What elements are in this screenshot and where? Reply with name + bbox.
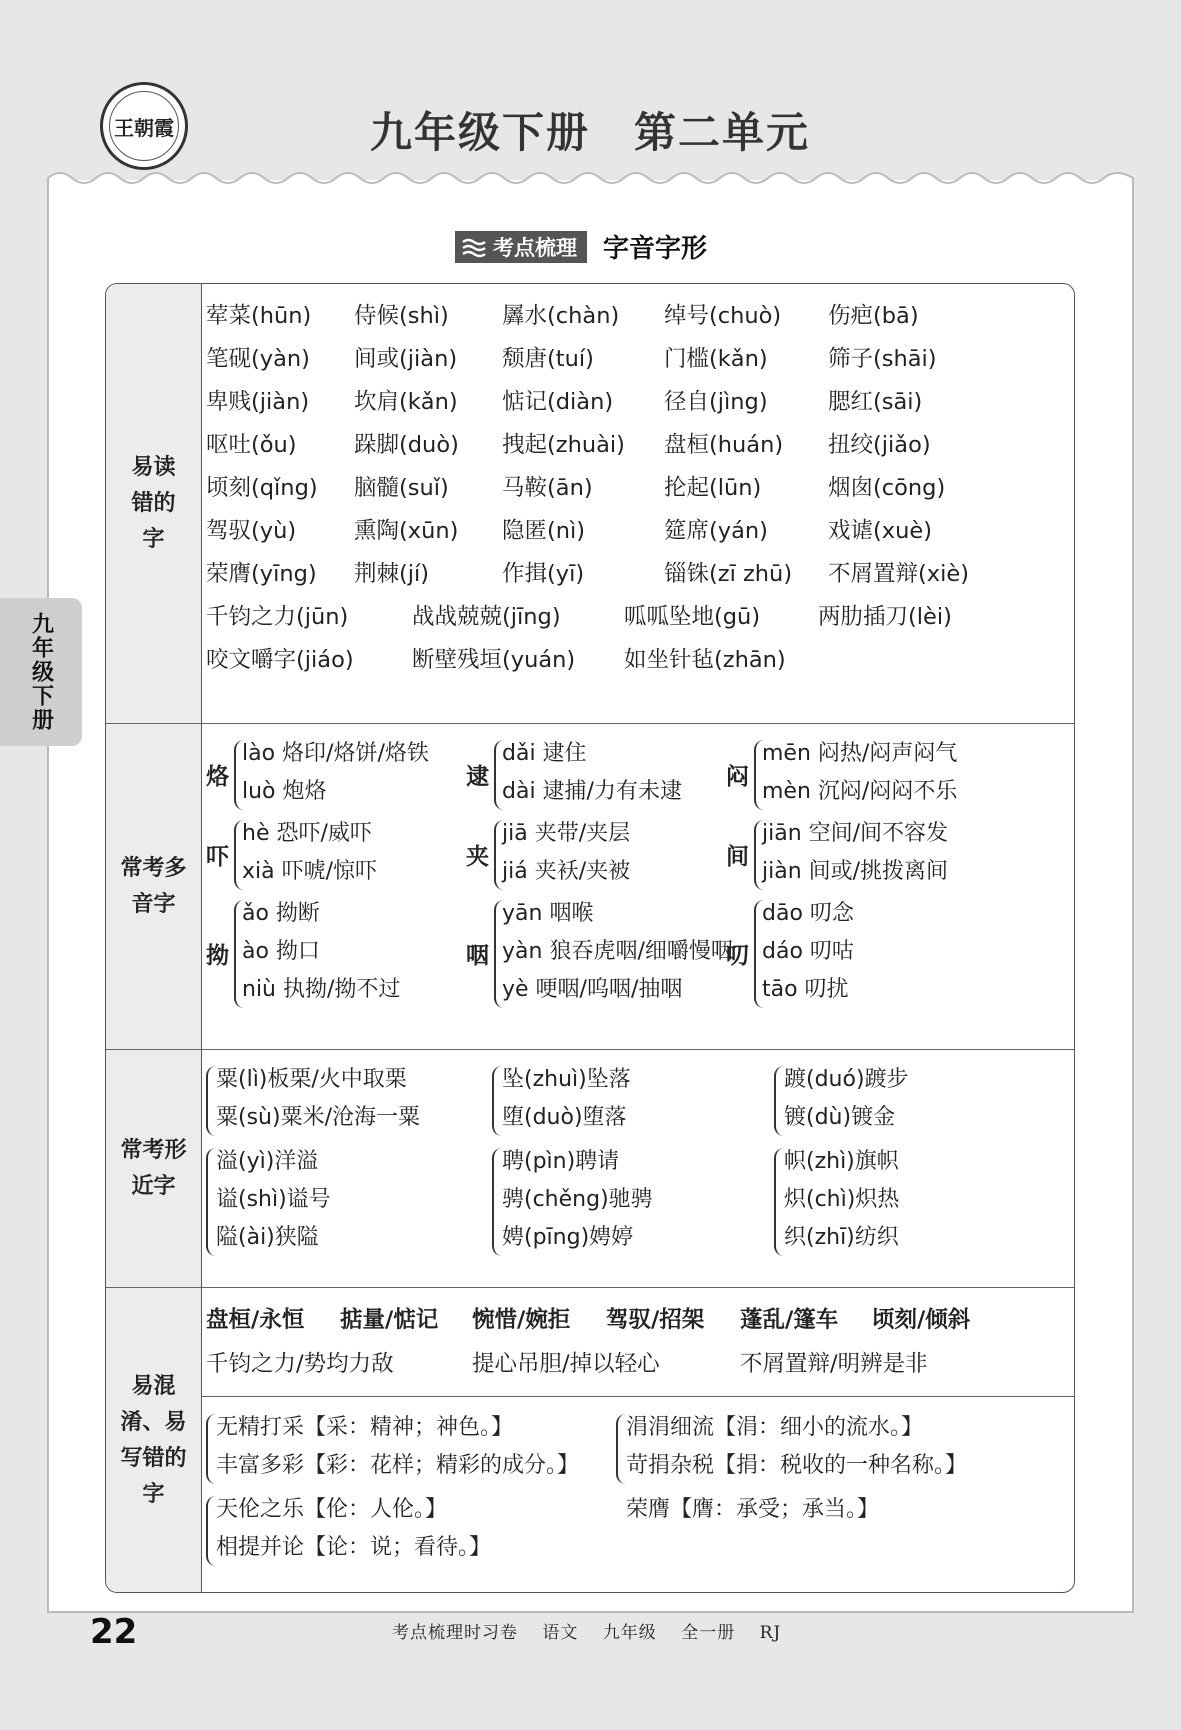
polyphone-reading: ào 拗口 (242, 939, 320, 964)
word-item: 作揖(yī) (502, 561, 585, 587)
word-item: 脑髓(suǐ) (354, 475, 449, 501)
word-item: 戏谑(xuè) (828, 518, 932, 544)
footer-book: 考点梳理时习卷 (392, 1623, 518, 1643)
word-item: 烟囱(cōng) (828, 475, 946, 501)
word-item: 腮红(sāi) (828, 389, 923, 415)
word-item: 抡起(lūn) (664, 475, 762, 501)
brace-icon (206, 1414, 216, 1484)
side-tab (0, 598, 82, 746)
misspelling-note: 无精打采【采：精神；神色。】 (216, 1415, 514, 1440)
polyphone-reading: niù 执拗/拗不过 (242, 977, 401, 1002)
brace-icon (492, 1066, 502, 1136)
section-header (455, 228, 707, 265)
brand-logo-text: 王朝霞 (109, 91, 179, 161)
confusable-pair: 盘桓/永恒 (206, 1307, 305, 1333)
confusable-pair: 驾驭/招架 (606, 1307, 705, 1333)
footer-grade: 九年级 (602, 1623, 657, 1643)
similar-char-item: 炽(chì)炽热 (784, 1187, 900, 1212)
polyphone-char: 烙 (206, 764, 229, 790)
row-label (106, 1288, 202, 1593)
section-tag-label: 考点梳理 (493, 235, 577, 260)
polyphone-reading: luò 炮烙 (242, 779, 327, 804)
word-item: 荣膺(yīng) (206, 561, 317, 587)
similar-char-item: 堕(duò)堕落 (502, 1105, 627, 1130)
similar-char-item: 谥(shì)谥号 (216, 1187, 331, 1212)
polyphone-reading: mèn 沉闷/闷闷不乐 (762, 779, 958, 804)
polyphone-reading: jiá 夹袄/夹被 (502, 859, 631, 884)
row-polyphones (106, 724, 1074, 1050)
word-item: 跺脚(duò) (354, 432, 459, 458)
word-item: 不屑置辩(xiè) (828, 561, 969, 587)
brace-icon (206, 1066, 216, 1136)
word-item: 径自(jìng) (664, 389, 768, 415)
word-item: 扭绞(jiǎo) (828, 432, 931, 458)
brace-icon (774, 1066, 784, 1136)
word-item: 盘桓(huán) (664, 432, 784, 458)
polyphone-reading: dāo 叨念 (762, 901, 854, 926)
polyphone-reading: hè 恐吓/威吓 (242, 821, 372, 846)
row-label (106, 284, 202, 723)
idiom-item: 两肋插刀(lèi) (818, 604, 952, 630)
section-title: 字音字形 (603, 234, 708, 264)
word-item: 门槛(kǎn) (664, 346, 768, 372)
row-label-text: 常考多音字 (120, 855, 187, 917)
word-item: 筵席(yán) (664, 518, 768, 544)
idiom-item: 断壁残垣(yuán) (412, 647, 576, 673)
polyphone-reading: jiān 空间/间不容发 (762, 821, 949, 846)
word-item: 笔砚(yàn) (206, 346, 310, 372)
similar-char-item: 粟(sù)粟米/沧海一粟 (216, 1105, 420, 1130)
word-item: 隐匿(nì) (502, 518, 586, 544)
page-footer (392, 1618, 799, 1643)
row-label (106, 1050, 202, 1287)
word-item: 羼水(chàn) (502, 303, 620, 329)
polyphone-char: 间 (726, 844, 749, 870)
word-item: 伤疤(bā) (828, 303, 919, 329)
row-label-text: 易读错的字 (131, 454, 176, 552)
confusable-pair: 惋惜/婉拒 (472, 1307, 571, 1333)
word-item: 侍候(shì) (354, 303, 449, 329)
word-item: 绰号(chuò) (664, 303, 782, 329)
polyphone-reading: jiàn 间或/挑拨离间 (762, 859, 949, 884)
word-item: 熏陶(xūn) (354, 518, 459, 544)
polyphone-reading: yè 哽咽/呜咽/抽咽 (502, 977, 683, 1002)
similar-char-item: 坠(zhuì)坠落 (502, 1067, 631, 1092)
word-item: 呕吐(ǒu) (206, 432, 297, 458)
side-tab-label: 九年级下册 (28, 612, 54, 732)
brace-icon (616, 1414, 626, 1484)
row-label-text: 易混淆、易写错的字 (120, 1374, 187, 1507)
similar-char-item: 织(zhī)纺织 (784, 1225, 899, 1250)
polyphone-char: 逮 (466, 764, 489, 790)
polyphone-reading: tāo 叨扰 (762, 977, 849, 1002)
polyphone-reading: ǎo 拗断 (242, 901, 320, 926)
row-easy-misread (106, 284, 1074, 724)
similar-char-item: 粟(lì)板栗/火中取栗 (216, 1067, 407, 1092)
polyphone-reading: dáo 叨咕 (762, 939, 854, 964)
section-tag (455, 231, 587, 263)
word-item: 拽起(zhuài) (502, 432, 625, 458)
misspelling-note: 天伦之乐【伦：人伦。】 (216, 1497, 448, 1522)
polyphone-char: 吓 (206, 844, 229, 870)
misspelling-note: 丰富多彩【彩：花样；精彩的成分。】 (216, 1453, 580, 1478)
similar-char-item: 踱(duó)踱步 (784, 1067, 909, 1092)
brand-logo (100, 82, 188, 170)
polyphone-reading: mēn 闷热/闷声闷气 (762, 741, 958, 766)
brace-icon (492, 1148, 502, 1256)
brace-icon (206, 1148, 216, 1256)
word-item: 间或(jiàn) (354, 346, 458, 372)
content-table (105, 283, 1075, 1593)
row-similar-forms (106, 1050, 1074, 1288)
waves-icon (461, 236, 487, 258)
word-item: 坎肩(kǎn) (354, 389, 458, 415)
idiom-item: 呱呱坠地(gū) (624, 604, 761, 630)
polyphone-char: 叨 (726, 943, 749, 969)
similar-char-item: 帜(zhì)旗帜 (784, 1149, 899, 1174)
polyphone-reading: dǎi 逮住 (502, 741, 587, 766)
polyphone-reading: yàn 狼吞虎咽/细嚼慢咽 (502, 939, 733, 964)
similar-char-item: 娉(pīng)娉婷 (502, 1225, 634, 1250)
row-confusable (106, 1288, 1074, 1593)
footer-subject: 语文 (542, 1623, 579, 1643)
confusable-pair: 提心吊胆/掉以轻心 (472, 1351, 660, 1377)
footer-edition: RJ (759, 1623, 782, 1643)
page-number: 22 (90, 1612, 138, 1652)
misspelling-note: 荣膺【膺：承受；承当。】 (626, 1497, 880, 1522)
word-item: 顷刻(qǐng) (206, 475, 318, 501)
polyphone-reading: yān 咽喉 (502, 901, 594, 926)
word-item: 驾驭(yù) (206, 518, 297, 544)
word-item: 卑贱(jiàn) (206, 389, 310, 415)
brace-icon (774, 1148, 784, 1256)
confusable-pair: 不屑置辩/明辨是非 (740, 1351, 928, 1377)
similar-char-item: 骋(chěng)驰骋 (502, 1187, 653, 1212)
misspelling-note: 苛捐杂税【捐：税收的一种名称。】 (626, 1453, 968, 1478)
word-item: 颓唐(tuí) (502, 346, 594, 372)
word-item: 锱铢(zī zhū) (664, 561, 793, 587)
footer-volume: 全一册 (681, 1623, 736, 1643)
similar-char-item: 聘(pìn)聘请 (502, 1149, 620, 1174)
polyphone-reading: dài 逮捕/力有未逮 (502, 779, 682, 804)
polyphone-reading: jiā 夹带/夹层 (502, 821, 631, 846)
similar-char-item: 溢(yì)洋溢 (216, 1149, 319, 1174)
confusable-pair: 蓬乱/篷车 (740, 1307, 839, 1333)
row-sub-divider (202, 1396, 1074, 1397)
similar-char-item: 隘(ài)狭隘 (216, 1225, 319, 1250)
word-item: 荤菜(hūn) (206, 303, 312, 329)
word-item: 马鞍(ān) (502, 475, 593, 501)
confusable-pair: 顷刻/倾斜 (872, 1307, 971, 1333)
polyphone-char: 咽 (466, 943, 489, 969)
page-title: 九年级下册 第二单元 (370, 108, 811, 157)
misspelling-note: 相提并论【论：说；看待。】 (216, 1535, 492, 1560)
brace-icon (206, 1496, 216, 1566)
confusable-pair: 千钧之力/势均力敌 (206, 1351, 394, 1377)
idiom-item: 咬文嚼字(jiáo) (206, 647, 354, 673)
row-label (106, 724, 202, 1049)
polyphone-char: 拗 (206, 943, 229, 969)
misspelling-note: 涓涓细流【涓：细小的流水。】 (626, 1415, 924, 1440)
idiom-item: 战战兢兢(jīng) (412, 604, 561, 630)
polyphone-char: 闷 (726, 764, 749, 790)
idiom-item: 千钧之力(jūn) (206, 604, 349, 630)
confusable-pair: 掂量/惦记 (340, 1307, 439, 1333)
word-item: 惦记(diàn) (502, 389, 614, 415)
polyphone-reading: xià 吓唬/惊吓 (242, 859, 378, 884)
row-label-text: 常考形近字 (120, 1137, 187, 1199)
polyphone-reading: lào 烙印/烙饼/烙铁 (242, 741, 429, 766)
idiom-item: 如坐针毡(zhān) (624, 647, 786, 673)
word-item: 筛子(shāi) (828, 346, 937, 372)
polyphone-char: 夹 (466, 844, 489, 870)
similar-char-item: 镀(dù)镀金 (784, 1105, 896, 1130)
word-item: 荆棘(jí) (354, 561, 430, 587)
